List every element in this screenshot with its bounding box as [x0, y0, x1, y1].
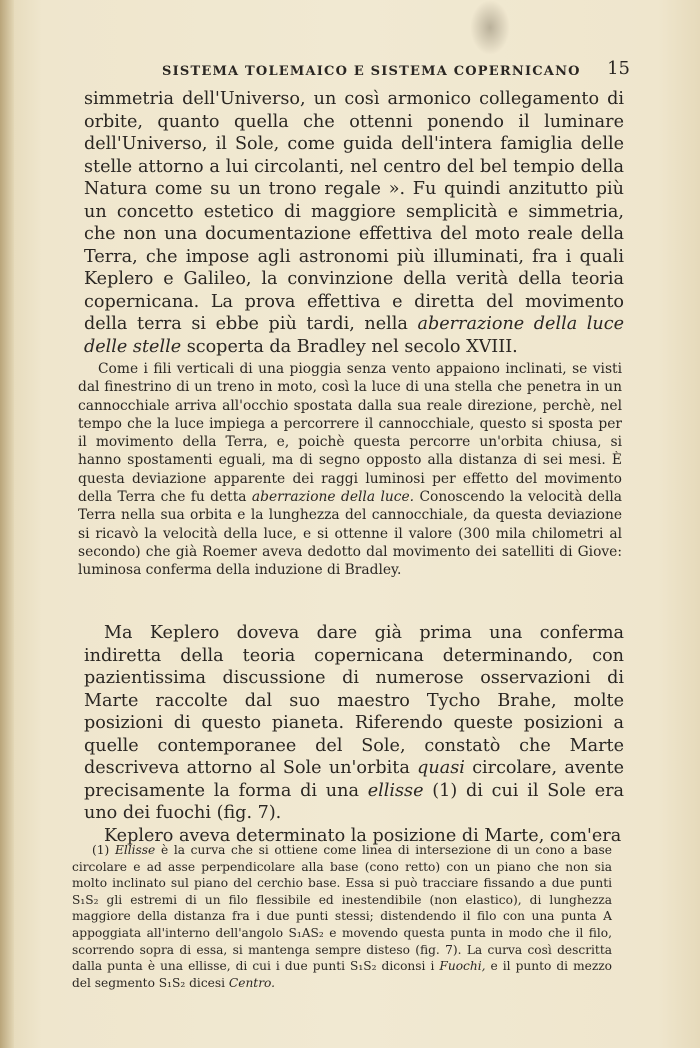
explanatory-note	[78, 360, 622, 580]
italic-term: aberrazione della luce.	[251, 489, 415, 506]
paragraph-text: scoperta da Bradley nel secolo XVIII.	[186, 336, 518, 357]
italic-term: Fuochi,	[439, 959, 486, 974]
italic-term: quasi	[417, 758, 465, 778]
footnote-text: e il punto di mezzo del segmento S₁S₂ dicesi	[72, 959, 613, 990]
main-paragraph-1	[84, 88, 624, 358]
footnote-text: è la curva che si ottiene come linea di intersezione di un cono a base circolare e ad asse perpendicolare alla base (cono retto) con un piano che non sia molto inclinato sul piano del cerchio base. Essa si può tracciare fissando a due punti S₁S₂ gli estremi di un filo flessibile ed inestendibile (non elastico), di lunghezza maggiore della distanza fra i due punti stessi; distendendo il filo con una punta A appoggiata all'interno dell'angolo S₁AS₂ e movendo questa punta in modo che il filo, scorrendo sopra di essa, si mantenga sempre disteso (fig. 7). La curva così descritta dalla punta è una ellisse, di cui i due punti S₁S₂ diconsi i	[72, 843, 613, 974]
paragraph-text: simmetria dell'Universo, un così armonico collegamento di orbite, quanto quella che ottenni ponendo il luminare dell'Universo, il Sole, come guida dell'intera famiglia delle stelle attorno a lui circolanti, nel centro del bel tempio della Natura come su un trono regale ». Fu quindi anzitutto più un concetto estetico di maggiore semplicità e simmetria, che non una documentazione effettiva del moto reale della Terra, che impose agli astronomi più illuminati, fra i quali Keplero e Galileo, la convinzione della verità della teoria copernicana. La prova effettiva e diretta del movimento della terra si ebbe più tardi, nella	[84, 89, 624, 334]
italic-term: ellisse	[367, 780, 424, 801]
italic-term: Ellisse	[114, 843, 156, 857]
paragraph-text: (1) di cui il Sole era uno dei fuochi (fig. 7).	[84, 780, 625, 823]
italic-term: Centro.	[228, 975, 276, 990]
paragraph-text: Ma Keplero doveva dare già prima una conferma indiretta della teoria copernicana determinando, con pazientissima discussione di numerose osservazioni di Marte raccolte dal suo maestro Tycho Brahe, molte posizioni di questo pianeta. Riferendo queste posizioni a quelle contemporanee del Sole, constatò che Marte descriveva attorno al Sole un'orbita	[84, 623, 624, 778]
footnote	[72, 842, 612, 991]
running-title: SISTEMA TOLEMAICO E SISTEMA COPERNICANO	[162, 64, 581, 79]
page-number: 15	[607, 58, 630, 79]
italic-term: aberrazione della luce delle stelle	[84, 314, 625, 357]
main-paragraph-2	[84, 622, 624, 847]
note-text: Come i fili verticali di una pioggia senza vento appaiono inclinati, se visti dal finestrino di un treno in moto, così la luce di una stella che penetra in un cannocchiale arriva all'occhio spostata dalla sua reale direzione, perchè, nel tempo che la luce impiega a percorrere il cannocchiale, questo si sposta per il movimento della Terra, e, poichè questa percorre un'orbita chiusa, si hanno spostamenti eguali, ma di segno opposto alla distanza di sei mesi. È questa deviazione apparente dei raggi luminosi per effetto del movimento della Terra che fu detta	[78, 361, 622, 506]
page-header	[82, 56, 630, 86]
ink-stain	[470, 0, 510, 55]
footnote-marker: (1)	[92, 843, 110, 857]
paragraph-text: Keplero aveva determinato la posizione di Marte, com'era	[104, 825, 622, 846]
note-text: Conoscendo la velocità della Terra nella sua orbita e la lunghezza del cannocchiale, da questa deviazione si ricavò la velocità della luce, e si ottenne il valore (300 mila chilometri al secondo) che già Roemer aveva dedotto dal movimento dei satelliti di Giove: luminosa conferma della induzione di Bradley.	[78, 489, 623, 579]
page-edge	[0, 0, 14, 1048]
paragraph-text: circolare, avente precisamente la forma di una	[84, 758, 624, 801]
